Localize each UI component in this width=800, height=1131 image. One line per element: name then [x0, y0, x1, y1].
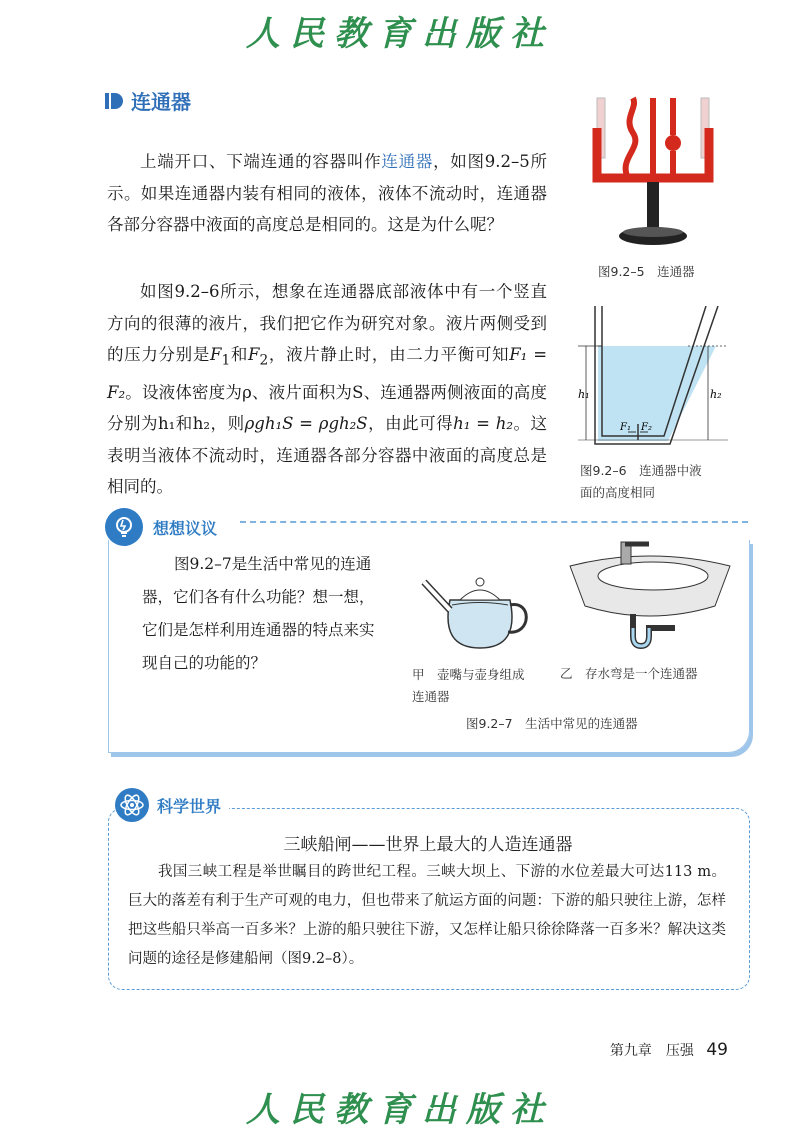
science-world-heading: [115, 788, 229, 822]
teapot-illustration: [420, 560, 540, 650]
para2-mid2: 。设液体密度为ρ、液片面积为S、连通器两侧液面的高度分别为h₁和h₂，则: [107, 382, 547, 434]
label-h1: h₁: [578, 388, 590, 401]
equation-pressure: ρgh₁S = ρgh₂S: [244, 414, 368, 434]
fig6-caption-line1: 图9.2–6 连通器中液: [580, 463, 702, 478]
para1-before: 上端开口、下端连通的容器叫作: [140, 152, 382, 171]
section-heading: [105, 86, 191, 115]
equation-height: h₁ = h₂: [453, 414, 513, 434]
fig5-caption: 图9.2–5 连通器: [598, 264, 695, 279]
page-footer: [610, 1040, 728, 1060]
lightbulb-icon: [105, 508, 143, 546]
figure-connected-vessel-photo: [583, 88, 723, 254]
think-discuss-text: 图9.2–7是生活中常见的连通器，它们各有什么功能？想一想，它们是怎样利用连通器的特点来实现自己的功能的？: [142, 555, 375, 672]
fig6-caption: [580, 460, 702, 504]
fig6-caption-line2: 面的高度相同: [580, 485, 656, 500]
science-subtitle: 三峡船闸——世界上最大的人造连通器: [283, 835, 573, 855]
para1-after: ，如图9.2–5所示。如果连通器内装有相同的液体，液体不流动时，连通器各部分容器中液面的高度总是相同的。这是为什么呢？: [107, 152, 548, 234]
equation-force: F₁ = F₂: [107, 345, 548, 402]
caption-b: 乙 存水弯是一个连通器: [560, 666, 698, 681]
label-f1: F₁: [620, 422, 631, 433]
para2-end: 。这表明当液体不流动时，连通器各部分容器中液面的高度总是相同的。: [107, 414, 548, 497]
para2-and: 和: [230, 345, 249, 364]
publisher-footer: 人民教育出版社: [246, 1090, 554, 1130]
chapter-label: 第九章 压强: [609, 1043, 694, 1059]
para2-mid3: ，由此可得: [367, 414, 454, 434]
label-h2: h₂: [710, 388, 722, 401]
think-discuss-title: 想想议议: [153, 518, 218, 538]
atom-icon: [115, 788, 149, 822]
caption-a-line1: 甲 壶嘴与壶身组成: [412, 667, 525, 682]
para2-start: 如图9.2–6所示，想象在连通器底部液体中有一个竖直方向的很薄的液片，我们把它作为研究对象。液片两侧受到的压力分别是: [107, 282, 547, 364]
paragraph-intro: [107, 146, 547, 241]
publisher-header: 人民教育出版社: [246, 14, 554, 54]
fig7-caption: 图9.2–7 生活中常见的连通器: [466, 716, 638, 731]
science-world-title: 科学世界: [157, 796, 222, 816]
think-discuss-heading: [105, 508, 217, 546]
section-marker-icon: [105, 92, 123, 110]
page-number: 49: [706, 1040, 728, 1060]
heading-divider: [240, 521, 748, 523]
sink-illustration: [565, 536, 735, 656]
caption-a: [412, 664, 525, 708]
keyword-liantongqi: 连通器: [381, 152, 434, 171]
para2-mid: ，液片静止时，由二力平衡可知: [268, 345, 510, 364]
label-f2: F₂: [641, 422, 652, 433]
section-title: 连通器: [131, 90, 191, 114]
var-f1: F: [210, 345, 222, 364]
science-text: 我国三峡工程是举世瞩目的跨世纪工程。三峡大坝上、下游的水位差最大可达113 m。巨大的落差有利于生产可观的电力，但也带来了航运方面的问题：下游的船只驶往上游，怎样把这些船只举高一百多米？上游的船只驶往下游，又怎样让船只徐徐降落一百多米？解决这类问题的途径是修建船闸（图9.2–8）。: [128, 864, 726, 967]
var-f2: F: [248, 345, 260, 364]
figure-liquid-level-diagram: [578, 306, 728, 456]
caption-a-line2: 连通器: [412, 689, 450, 704]
paragraph-explanation: 如图9.2–6所示，想象在连通器底部液体中有一个竖直方向的很薄的液片，我们把它作为研究对象。液片两侧受到的压力分别是$F_1$和$F_2$，液片静止时，由二力平衡可知F₁ = F₂。设液体密度为ρ、液片面积为S、连通器两侧液面的高度分别为h₁和h₂，则ρgh₁S = ρgh₂S，由此可得h₁ = h₂。这表明当液体不流动时，连通器各部分容器中液面的高度总是相同的。: [107, 282, 548, 497]
